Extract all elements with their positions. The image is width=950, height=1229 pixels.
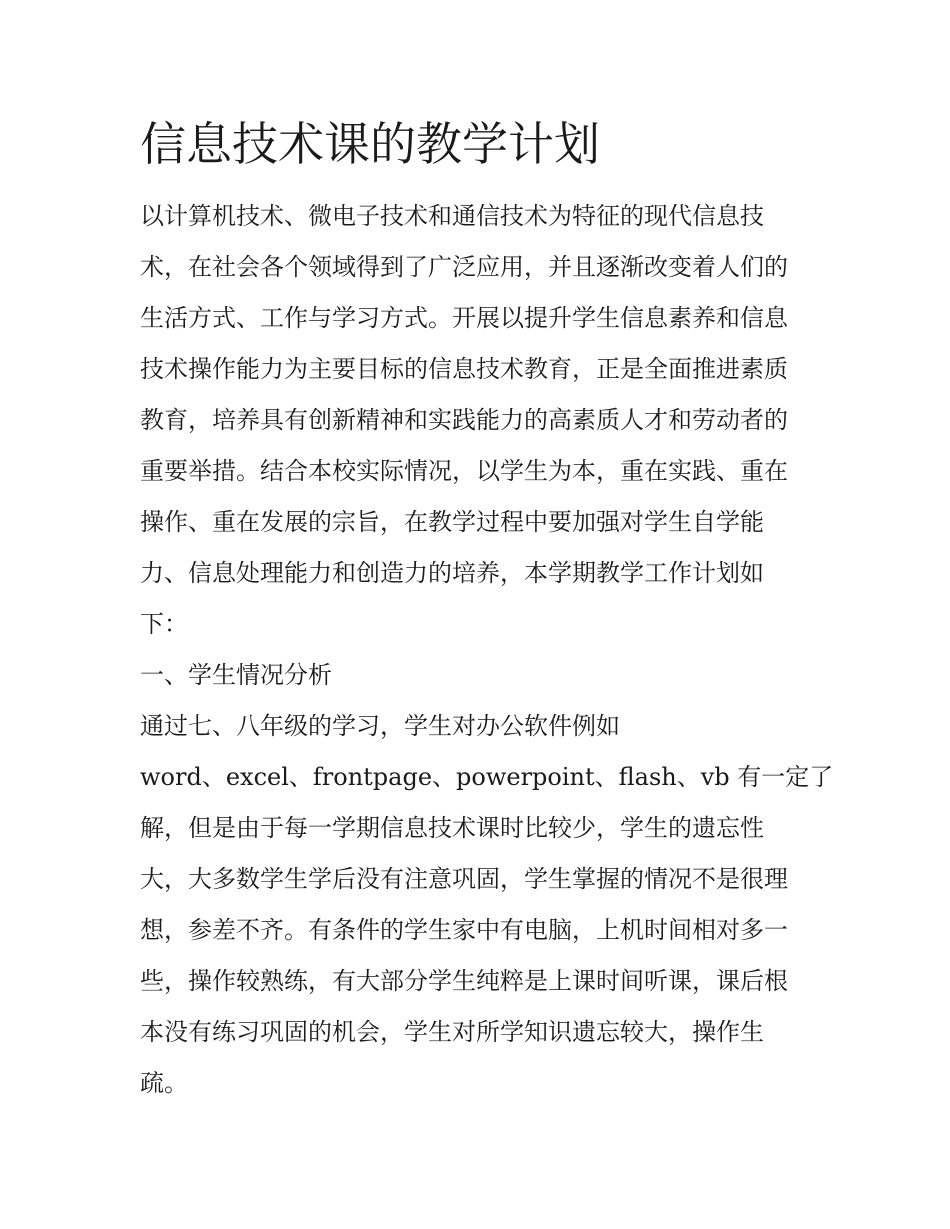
paragraph-line: 生活方式、工作与学习方式。开展以提升学生信息素养和信息 [140,304,788,332]
document-title: 信息技术课的教学计划 [140,117,600,171]
paragraph-line: 术，在社会各个领域得到了广泛应用，并且逐渐改变着人们的 [140,253,788,281]
paragraph-line: 技术操作能力为主要目标的信息技术教育，正是全面推进素质 [140,355,788,383]
section-heading: 一、学生情况分析 [140,661,332,689]
paragraph-line: 以计算机技术、微电子技术和通信技术为特征的现代信息技 [140,202,764,230]
paragraph-line: 些，操作较熟练，有大部分学生纯粹是上课时间听课，课后根 [140,967,788,995]
paragraph-line: 解，但是由于每一学期信息技术课时比较少，学生的遗忘性 [140,814,764,842]
paragraph-line: 想，参差不齐。有条件的学生家中有电脑，上机时间相对多一 [140,916,788,944]
paragraph-line: 大，大多数学生学后没有注意巩固，学生掌握的情况不是很理 [140,865,788,893]
paragraph-line: 操作、重在发展的宗旨，在教学过程中要加强对学生自学能 [140,508,764,536]
paragraph-line: 通过七、八年级的学习，学生对办公软件例如 [140,712,620,740]
document-page [140,112,834,1118]
paragraph-line: 下： [140,610,188,638]
paragraph-line: 力、信息处理能力和创造力的培养，本学期教学工作计划如 [140,559,764,587]
paragraph-line: word、excel、frontpage、powerpoint、flash、vb 有一定了 [140,763,834,791]
paragraph-line: 疏。 [140,1069,188,1097]
paragraph-line: 本没有练习巩固的机会，学生对所学知识遗忘较大，操作生 [140,1018,764,1046]
paragraph-line: 重要举措。结合本校实际情况，以学生为本，重在实践、重在 [140,457,788,485]
paragraph-line: 教育，培养具有创新精神和实践能力的高素质人才和劳动者的 [140,406,788,434]
